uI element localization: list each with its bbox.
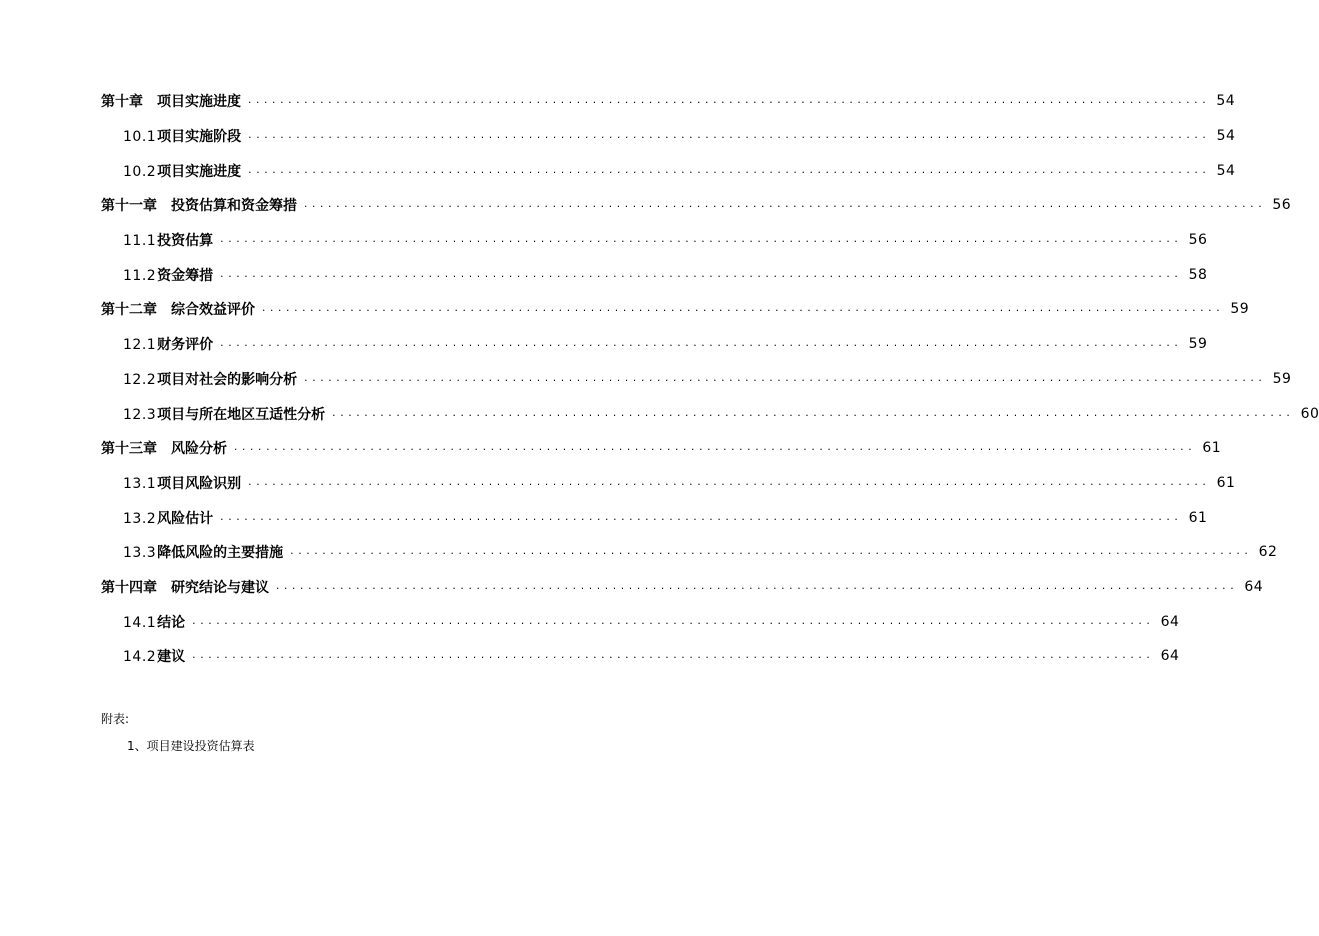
toc-entry-section-13-2[interactable] (0, 500, 1208, 535)
toc-dot-leader: ........................................................................................................................ (275, 581, 1238, 592)
toc-dot-leader: ........................................................................................................................ (303, 373, 1266, 384)
toc-entry-page: 64 (1160, 613, 1180, 630)
toc-entry-page: 54 (1216, 162, 1236, 179)
toc-entry-number: 第十二章 (101, 302, 157, 319)
toc-dot-leader: ........................................................................................................................ (191, 616, 1154, 627)
toc-entry-number: 第十一章 (101, 198, 157, 215)
toc-entry-page: 64 (1160, 648, 1180, 665)
toc-entry-title: 财务评价 (157, 337, 214, 354)
toc-entry-label (101, 438, 227, 458)
toc-entry-chapter-12[interactable] (0, 292, 1250, 327)
toc-entry-title: 项目风险识别 (157, 475, 242, 492)
toc-entry-section-10-1[interactable] (0, 119, 1236, 154)
toc-dot-leader: ........................................................................................................................ (247, 96, 1210, 107)
toc-entry-number: 13.2 (123, 510, 157, 527)
toc-entry-number: 13.1 (123, 475, 157, 492)
toc-entry-number: 11.2 (123, 267, 157, 284)
toc-entry-page: 54 (1216, 128, 1236, 145)
toc-entry-section-12-3[interactable] (0, 396, 1319, 431)
toc-entry-title: 降低风险的主要措施 (157, 545, 284, 562)
toc-entry-title: 风险分析 (171, 441, 227, 458)
toc-entry-page: 58 (1188, 266, 1208, 283)
toc-entry-chapter-11[interactable] (0, 188, 1292, 223)
toc-entry-number: 11.1 (123, 233, 157, 250)
toc-entry-page: 64 (1244, 578, 1264, 595)
toc-entry-section-10-2[interactable] (0, 153, 1236, 188)
toc-entry-label (123, 265, 213, 285)
toc-entry-page: 61 (1202, 440, 1222, 457)
toc-entry-number: 12.3 (123, 406, 157, 423)
toc-entry-label (123, 334, 213, 354)
toc-entry-label (123, 646, 185, 666)
toc-entry-number: 第十章 (101, 94, 143, 111)
toc-entry-page: 59 (1272, 370, 1292, 387)
toc-entry-number: 12.2 (123, 371, 157, 388)
toc-entry-title: 项目实施进度 (157, 94, 241, 111)
toc-entry-section-14-1[interactable] (0, 604, 1180, 639)
toc-dot-leader: ........................................................................................................................ (289, 547, 1252, 558)
toc-entry-title: 项目对社会的影响分析 (157, 371, 298, 388)
toc-entry-page: 59 (1230, 301, 1250, 318)
toc-entry-number: 第十四章 (101, 579, 157, 596)
toc-entry-label (123, 161, 241, 181)
toc-entry-section-11-2[interactable] (0, 257, 1208, 292)
toc-entry-label (101, 91, 241, 111)
toc-entry-label (123, 473, 241, 493)
toc-entry-label (123, 230, 213, 250)
toc-entry-title: 投资估算 (157, 233, 214, 250)
toc-entry-title: 结论 (157, 614, 186, 631)
toc-dot-leader: ........................................................................................................................ (219, 339, 1182, 350)
toc-entry-label (123, 508, 213, 528)
toc-entry-number: 10.2 (123, 163, 157, 180)
appendix-label: 附表: (101, 712, 130, 726)
toc-dot-leader: ........................................................................................................................ (303, 200, 1266, 211)
toc-entry-section-12-2[interactable] (0, 362, 1292, 397)
toc-entry-section-12-1[interactable] (0, 327, 1208, 362)
toc-dot-leader: ........................................................................................................................ (331, 408, 1294, 419)
toc-entry-label (123, 404, 325, 424)
toc-entry-page: 59 (1188, 336, 1208, 353)
toc-entry-section-13-1[interactable] (0, 466, 1236, 501)
toc-entry-title: 资金筹措 (157, 267, 214, 284)
toc-entry-title: 研究结论与建议 (171, 579, 269, 596)
toc-entry-number: 10.1 (123, 129, 157, 146)
table-of-contents (0, 84, 1319, 674)
toc-entry-title: 建议 (157, 649, 186, 666)
toc-entry-title: 项目实施阶段 (157, 129, 242, 146)
toc-entry-title: 项目与所在地区互适性分析 (157, 406, 326, 423)
toc-dot-leader: ........................................................................................................................ (219, 269, 1182, 280)
appendix-item: 1、项目建设投资估算表 (127, 739, 255, 753)
toc-entry-page: 61 (1188, 509, 1208, 526)
toc-entry-label (101, 195, 297, 215)
toc-entry-title: 项目实施进度 (157, 163, 242, 180)
toc-entry-page: 56 (1272, 197, 1292, 214)
toc-dot-leader: ........................................................................................................................ (219, 235, 1182, 246)
toc-entry-chapter-13[interactable] (0, 431, 1222, 466)
toc-entry-chapter-14[interactable] (0, 570, 1264, 605)
toc-entry-section-11-1[interactable] (0, 223, 1208, 258)
toc-entry-page: 62 (1258, 544, 1278, 561)
toc-entry-label (123, 369, 297, 389)
toc-entry-label (123, 612, 185, 632)
toc-entry-number: 12.1 (123, 337, 157, 354)
toc-dot-leader: ........................................................................................................................ (247, 477, 1210, 488)
toc-dot-leader: ........................................................................................................................ (191, 651, 1154, 662)
toc-entry-title: 风险估计 (157, 510, 214, 527)
toc-entry-title: 综合效益评价 (171, 302, 255, 319)
toc-dot-leader: ........................................................................................................................ (247, 131, 1210, 142)
toc-entry-section-13-3[interactable] (0, 535, 1278, 570)
toc-entry-page: 61 (1216, 474, 1236, 491)
toc-dot-leader: ........................................................................................................................ (247, 165, 1210, 176)
toc-entry-label (123, 542, 283, 562)
toc-dot-leader: ........................................................................................................................ (219, 512, 1182, 523)
toc-dot-leader: ........................................................................................................................ (233, 443, 1196, 454)
toc-entry-number: 14.1 (123, 614, 157, 631)
toc-entry-title: 投资估算和资金筹措 (171, 198, 297, 215)
toc-entry-number: 第十三章 (101, 441, 157, 458)
toc-entry-page: 56 (1188, 232, 1208, 249)
toc-dot-leader: ........................................................................................................................ (261, 304, 1224, 315)
toc-entry-number: 13.3 (123, 545, 157, 562)
toc-entry-label (101, 577, 269, 597)
toc-entry-chapter-10[interactable] (0, 84, 1236, 119)
toc-entry-label (101, 299, 255, 319)
toc-entry-section-14-2[interactable] (0, 639, 1180, 674)
toc-entry-label (123, 126, 241, 146)
toc-entry-page: 54 (1216, 93, 1236, 110)
toc-entry-number: 14.2 (123, 649, 157, 666)
toc-entry-page: 60 (1300, 405, 1319, 422)
